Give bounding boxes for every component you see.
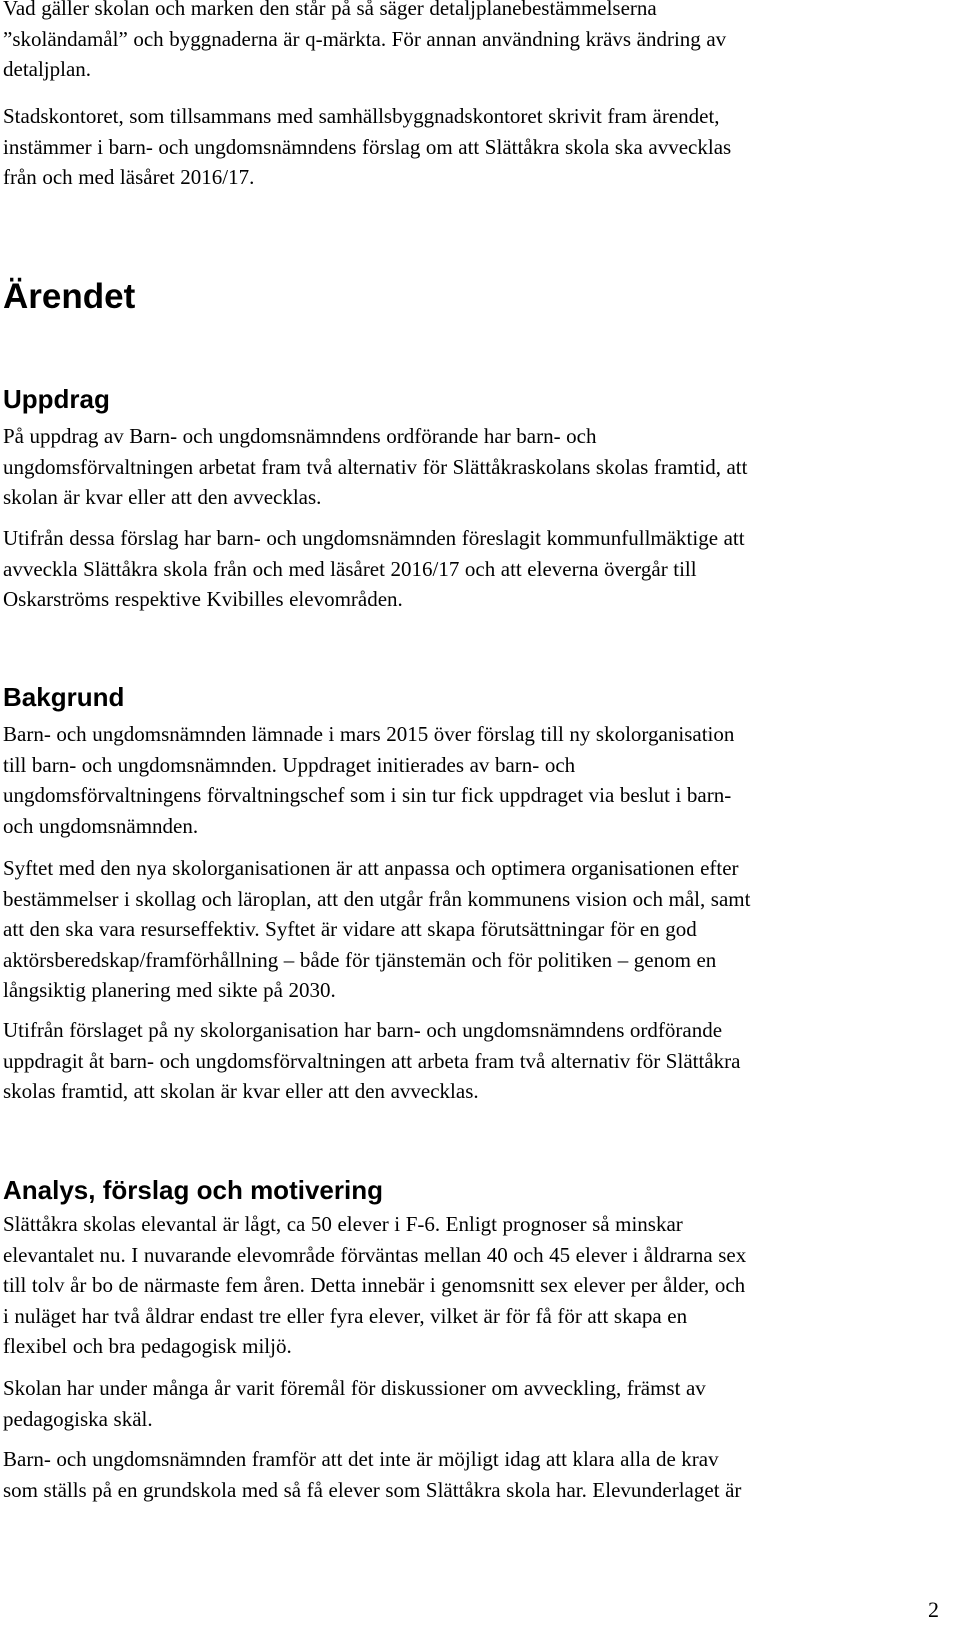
heading-arendet: Ärendet	[3, 277, 136, 316]
paragraph-bakgrund-1: Barn- och ungdomsnämnden lämnade i mars 2015 över förslag till ny skolorganisation till barn- och ungdomsnämnden. Uppdraget initierades av barn- och ungdomsförvaltningens förvaltningschef som i sin tur fick uppdraget via beslut i barn- och ungdomsnämnden.	[3, 722, 735, 838]
paragraph-intro-2: Stadskontoret, som tillsammans med samhällsbyggnadskontoret skrivit fram ärendet, instämmer i barn- och ungdomsnämndens förslag om att Slättåkra skola ska avvecklas från och med läsåret 2016/17.	[3, 104, 732, 189]
paragraph-analys-3: Barn- och ungdomsnämnden framför att det inte är möjligt idag att klara alla de krav som ställs på en grundskola med så få elever som Slättåkra skola har. Elevunderlaget är	[3, 1447, 742, 1502]
paragraph-uppdrag-1: På uppdrag av Barn- och ungdomsnämndens ordförande har barn- och ungdomsförvaltningen arbetat fram två alternativ för Slättåkraskolans skolas framtid, att skolan är kvar eller att den avvecklas.	[3, 424, 748, 509]
paragraph-uppdrag-2: Utifrån dessa förslag har barn- och ungdomsnämnden föreslagit kommunfullmäktige att avveckla Slättåkra skola från och med läsåret 2016/17 och att eleverna övergår till Oskarströms respektive Kvibilles elevområden.	[3, 526, 745, 611]
paragraph-intro-1: Vad gäller skolan och marken den står på så säger detaljplanebestämmelserna ”skoländamål” och byggnaderna är q-märkta. För annan användning krävs ändring av detaljplan.	[3, 0, 727, 81]
paragraph-bakgrund-2: Syftet med den nya skolorganisationen är att anpassa och optimera organisationen efter bestämmelser i skollag och läroplan, att den utgår från kommunens vision och mål, samt att den ska vara resurseffektiv. Syftet är vidare att skapa förutsättningar för en god aktörsberedskap/framförhållning – både för tjänstemän och för politiken – genom en långsiktig planering med sikte på 2030.	[3, 856, 751, 1002]
paragraph-bakgrund-3: Utifrån förslaget på ny skolorganisation har barn- och ungdomsnämndens ordförande uppdragit åt barn- och ungdomsförvaltningen att arbeta fram två alternativ för Slättåkra skolas framtid, att skolan är kvar eller att den avvecklas.	[3, 1018, 741, 1103]
page-number: 2	[928, 1597, 939, 1622]
paragraph-analys-2: Skolan har under många år varit föremål för diskussioner om avveckling, främst av pedagogiska skäl.	[3, 1376, 706, 1431]
heading-analys: Analys, förslag och motivering	[3, 1175, 383, 1205]
heading-bakgrund: Bakgrund	[3, 682, 125, 712]
paragraph-analys-1: Slättåkra skolas elevantal är lågt, ca 50 elever i F-6. Enligt prognoser så minskar elevantalet nu. I nuvarande elevområde förväntas mellan 40 och 45 elever i åldrarna sex till tolv år bo de närmaste fem åren. Detta innebär i genomsnitt sex elever per ålder, och i nuläget har två åldrar endast tre eller fyra elever, vilket är för få för att skapa en flexibel och bra pedagogisk miljö.	[3, 1212, 747, 1358]
heading-uppdrag: Uppdrag	[3, 384, 110, 414]
